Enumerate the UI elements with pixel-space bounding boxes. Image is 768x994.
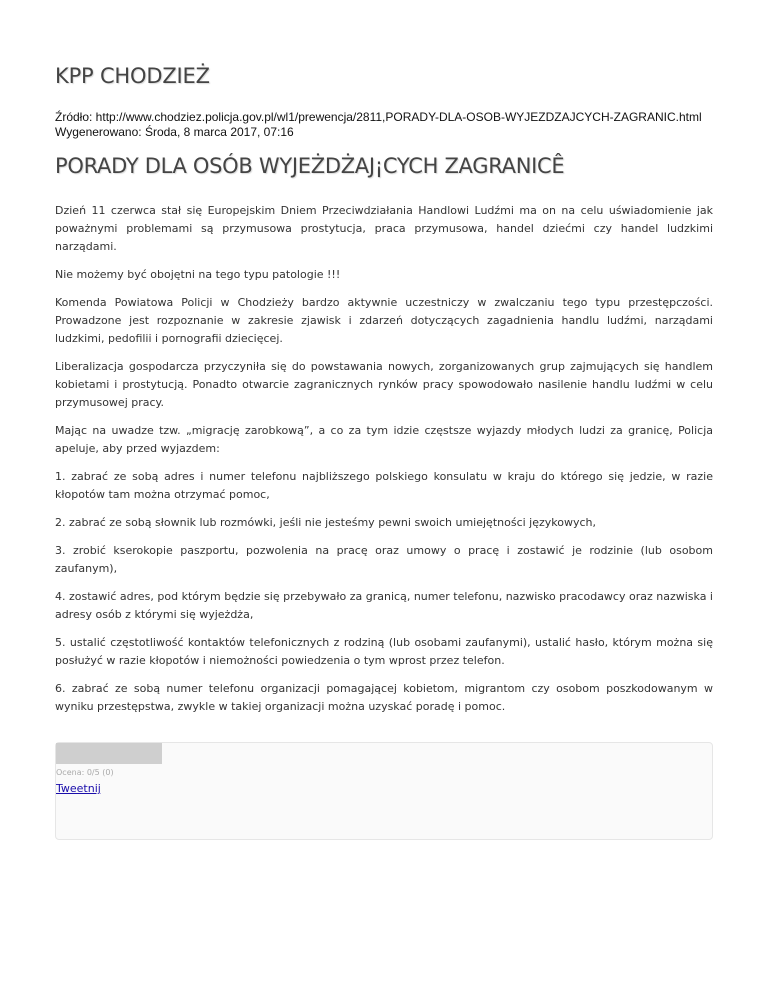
rating-stars-bar[interactable] [56, 743, 162, 764]
paragraph: Mając na uwadze tzw. „migrację zarobkową”, a co za tym idzie częstsze wyjazdy młodych ludzi za granicę, Policja apeluje, aby przed wyjazdem: [55, 424, 713, 455]
page [55, 0, 713, 840]
article-content [55, 202, 713, 716]
tweet-link[interactable]: Tweetnij [56, 782, 101, 795]
site-title: KPP CHODZIEŻ [55, 64, 210, 88]
rating-text: Ocena: 0/5 (0) [56, 768, 114, 777]
source-line: Źródło: http://www.chodziez.policja.gov.pl/wl1/prewencja/2811,PORADY-DLA-OSOB-WYJEZDZAJCYCH-ZAGRANIC.html [55, 110, 702, 124]
list-item: 3. zrobić kserokopie paszportu, pozwolenia na pracę oraz umowy o pracę i zostawić je rodzinie (lub osobom zaufanym), [55, 544, 713, 575]
list-item: 4. zostawić adres, pod którym będzie się przebywało za granicą, numer telefonu, nazwisko pracodawcy oraz nazwiska i adresy osób z którymi się wyjeżdża, [55, 590, 713, 621]
article-title: PORADY DLA OSÓB WYJEŻDŻAJ¡CYCH ZAGRANICÊ [55, 154, 565, 178]
rating-box [55, 742, 713, 840]
generated-line: Wygenerowano: Środa, 8 marca 2017, 07:16 [55, 125, 294, 139]
list-item: 6. zabrać ze sobą numer telefonu organizacji pomagającej kobietom, migrantom czy osobom poszkodowanym w wyniku przestępstwa, zwykle w takiej organizacji można uzyskać poradę i pomoc. [55, 682, 713, 713]
paragraph: Komenda Powiatowa Policji w Chodzieży bardzo aktywnie uczestniczy w zwalczaniu tego typu przestępczości. Prowadzone jest rozpoznanie w zakresie zjawisk i zdarzeń dotyczących zagadnienia handlu ludźmi, narządami ludzkimi, pedofilii i pornografii dziecięcej. [55, 296, 713, 345]
paragraph: Liberalizacja gospodarcza przyczyniła się do powstawania nowych, zorganizowanych grup zajmujących się handlem kobietami i prostytucją. Ponadto otwarcie zagranicznych rynków pracy spowodowało nasilenie handlu ludźmi w celu przymusowej pracy. [55, 360, 713, 409]
paragraph: Dzień 11 czerwca stał się Europejskim Dniem Przeciwdziałania Handlowi Ludźmi ma on na celu uświadomienie jak poważnymi problemami są przymusowa prostytucja, praca przymusowa, handel dziećmi czy handel ludzkimi narządami. [55, 204, 713, 253]
list-item: 2. zabrać ze sobą słownik lub rozmówki, jeśli nie jesteśmy pewni swoich umiejętności językowych, [55, 516, 597, 529]
list-item: 1. zabrać ze sobą adres i numer telefonu najbliższego polskiego konsulatu w kraju do którego się jedzie, w razie kłopotów tam można otrzymać pomoc, [55, 470, 713, 501]
paragraph: Nie możemy być obojętni na tego typu patologie !!! [55, 268, 341, 281]
list-item: 5. ustalić częstotliwość kontaktów telefonicznych z rodziną (lub osobami zaufanymi), ustalić hasło, którym można się posłużyć w razie kłopotów i niemożności powiedzenia o tym wprost przez telefon. [55, 636, 713, 667]
meta-info [55, 110, 713, 140]
